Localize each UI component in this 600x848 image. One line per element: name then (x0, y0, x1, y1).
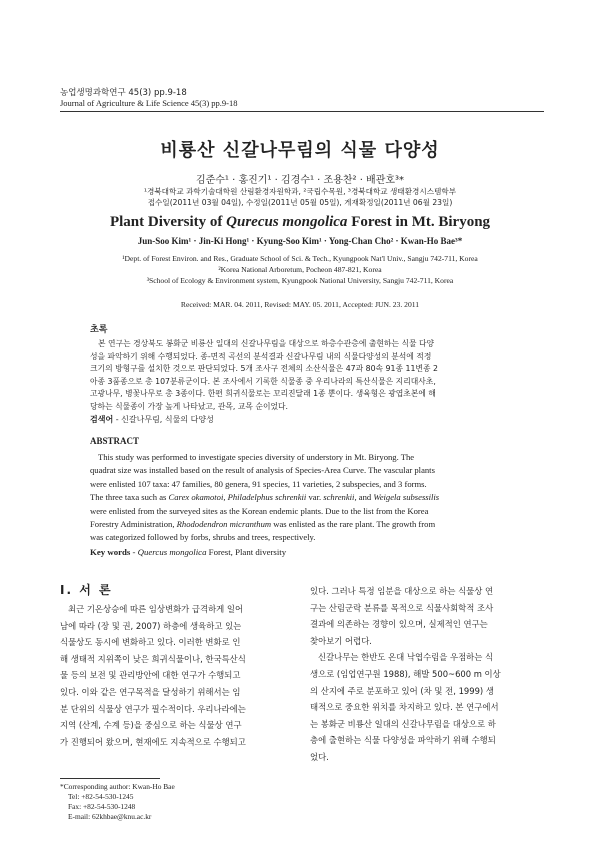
body-line: 식물상도 동시에 변화하고 있다. 이러한 변화로 인 (60, 637, 241, 648)
affiliation-en-1: ¹Dept. of Forest Environ. and Res., Graduate School of Sci. & Tech., Kyungpook Nat'l Univ., Sangju 742-711, Korea (122, 254, 478, 263)
body-line: 지역 (산계, 수계 등)을 중심으로 하는 식물상 연구 (60, 720, 242, 731)
paper-title-ko: 비룡산 신갈나무림의 식물 다양성 (160, 140, 440, 161)
title-en-species: Qurecus mongolica (226, 214, 348, 230)
body-line: 생으로 (임업연구원 1988), 해발 500~600 m 이상 (310, 668, 501, 679)
abstract-ko-line: 본 연구는 경상북도 봉화군 비룡산 일대의 신갈나무림을 대상으로 하층수관층에 출현하는 식물 다양 (98, 339, 435, 348)
body-line: 있다. 이와 같은 연구목적을 달성하기 위해서는 임 (60, 686, 241, 697)
body-line: 물 등의 보전 및 관리방안에 대한 연구가 수행되고 (60, 670, 241, 681)
paper-title-en (0, 214, 600, 231)
submission-dates-ko: 접수일(2011년 03월 04일), 수정일(2011년 05월 05일), 게재확정일(2011년 06월 23일) (147, 198, 453, 207)
abstract-en-text: The three taxa such as (90, 492, 169, 503)
abstract-en-text: was categorized followed by forbs, shrubs and trees, respectively. (90, 532, 316, 543)
abstract-en-line (90, 531, 514, 544)
abstract-en-text: and (356, 492, 374, 503)
journal-citation-ko: 농업생명과학연구 45(3) pp.9-18 (60, 88, 187, 98)
keywords-en-label: Key words (90, 547, 131, 557)
body-line: 태적으로 중요한 위치를 차지하고 있다. 본 연구에서 (310, 702, 499, 713)
abstract-en-text: quadrat size was installed based on the result of analysis of Species-Area Curve. The vascular plants (90, 465, 435, 476)
keywords-ko-label: 검색어 (90, 415, 114, 424)
body-line: 있다. 그러나 특정 임분을 대상으로 하는 식물상 연 (310, 586, 494, 596)
section-heading-introduction: Ⅰ. 서 론 (60, 583, 113, 597)
body-line: 찾아보기 어렵다. (310, 635, 372, 646)
body-line: 남에 따라 (장 및 권, 2007) 하층에 생육하고 있는 (60, 620, 242, 631)
intro-column-right (310, 583, 546, 766)
body-line: 었다. (310, 751, 329, 762)
keywords-en (90, 547, 286, 557)
authors-en: Jun-Soo Kim¹ · Jin-Ki Hong¹ · Kyung-Soo Kim¹ · Yong-Chan Cho² · Kwan-Ho Bae³* (137, 236, 463, 246)
keywords-en-species: Quercus mongolica (137, 547, 207, 557)
abstract-en-species: Weigela subsessilis (373, 492, 440, 503)
abstract-en-heading: ABSTRACT (90, 436, 140, 446)
abstract-en-line (90, 505, 514, 518)
abstract-ko-body (90, 338, 514, 413)
abstract-ko-line: 크기의 방형구를 설치한 것으로 판단되었다. 5개 조사구 전체의 소산식물은 47과 80속 91종 11변종 2 (90, 364, 438, 373)
body-line: 구는 산림군락 분류를 목적으로 식물사회학적 조사 (310, 602, 494, 613)
intro-column-left (60, 601, 296, 750)
footnote-email: E-mail: 62khbae@knu.ac.kr (68, 812, 152, 821)
abstract-en-text: were enlisted 107 taxa: 47 families, 80 genera, 91 species, 11 varieties, 2 subspecies, and 3 forms. (90, 478, 427, 489)
abstract-en-text: var. (306, 492, 324, 503)
abstract-en-text: was enlisted as the rare plant. The growth from (271, 519, 436, 530)
abstract-ko-line: 성을 파악하기 위해 수행되었다. 종-면적 곡선의 분석결과 신갈나무림 내의 식물다양성의 분석에 적정 (90, 351, 432, 361)
abstract-en-text: were enlisted from the surveyed sites as the Korean endemic plants. Due to the list from the Korea (90, 505, 429, 516)
keywords-ko (90, 414, 214, 425)
authors-ko: 김준수¹ · 홍진기¹ · 김경수¹ · 조용찬² · 배관호³* (195, 175, 405, 186)
abstract-en-line (90, 464, 514, 477)
keywords-en-sep: - (130, 547, 138, 557)
title-en-suffix: Forest in Mt. Biryong (347, 214, 491, 230)
body-line: 는 봉화군 비룡산 일대의 신갈나무림을 대상으로 하 (310, 718, 496, 729)
keywords-en-rest: Forest, Plant diversity (206, 547, 287, 557)
abstract-en-line (90, 451, 514, 464)
footnote-author: *Corresponding author: Kwan-Ho Bae (60, 782, 175, 791)
body-line: 가 진행되어 왔으며, 현재에도 지속적으로 수행되고 (60, 736, 246, 747)
abstract-en-species: Rhododendron micranthum (176, 519, 272, 530)
header-divider (60, 111, 544, 112)
abstract-en-line (90, 478, 514, 491)
affiliation-en-2: ²Korea National Arboretum, Pocheon 487-821, Korea (218, 265, 382, 274)
abstract-ko-line: 당하는 식물종이 가장 높게 나타났고, 관목, 교목 순이었다. (90, 401, 289, 411)
body-line: 분 단위의 식물상 연구가 필수적이다. 우리나라에는 (60, 703, 246, 714)
abstract-en-body (90, 451, 514, 545)
abstract-ko-line: 아종 3품종으로 총 107분류군이다. 본 조사에서 기록한 식물종 중 우리나라의 특산식물은 지리대사초, (90, 376, 436, 386)
footnote-divider (60, 778, 160, 779)
affiliation-ko: ¹경북대학교 과학기술대학원 산림환경자원학과, ²국립수목원, ³경북대학교 생태환경시스템학부 (143, 187, 457, 196)
received-dates: Received: MAR. 04. 2011, Revised: MAY. 05. 2011, Accepted: JUN. 23. 2011 (180, 300, 420, 309)
title-en-prefix: Plant Diversity of (109, 214, 227, 230)
journal-citation-en: Journal of Agriculture & Life Science 45(3) pp.9-18 (60, 98, 238, 108)
corresponding-author-footnote (60, 782, 175, 822)
abstract-en-line (90, 491, 514, 504)
body-line: 의 산지에 주로 분포하고 있어 (차 및 전, 1999) 생 (310, 685, 494, 696)
keywords-ko-values: - 신갈나무림, 식물의 다양성 (113, 415, 214, 424)
abstract-en-species: Carex okamotoi, Philadelphus schrenkii (168, 492, 307, 503)
abstract-en-text: This study was performed to investigate species diversity of understory in Mt. Biryong. The (98, 452, 415, 462)
abstract-ko-line: 고광나무, 병꽃나무로 총 3종이다. 한편 희귀식물로는 꼬리진달래 1종 뿐이다. 생육형은 광엽초본에 해 (90, 389, 436, 398)
body-line: 최근 기온상승에 따른 임상변화가 급격하게 일어 (68, 604, 244, 614)
footnote-tel: Tel: +82-54-530-1245 (68, 792, 134, 801)
body-line: 층에 출현하는 식물 다양성을 파악하기 위해 수행되 (310, 735, 496, 746)
footnote-fax: Fax: +82-54-530-1248 (68, 802, 136, 811)
abstract-en-species: schrenkii, (323, 492, 357, 503)
affiliation-en-3: ³School of Ecology & Environment system, Kyungpook National University, Sangju 742-711, Korea (146, 276, 454, 285)
body-line: 결과에 의존하는 경향이 있으며, 실제적인 연구는 (310, 619, 488, 630)
body-line: 해 생태적 지위쪽이 낮은 희귀식물이나, 한국특산식 (60, 653, 246, 664)
abstract-ko-heading: 초록 (90, 325, 108, 335)
abstract-en-text: Forestry Administration, (90, 519, 177, 530)
body-line: 신갈나무는 한반도 온대 낙엽수림을 우점하는 식 (318, 652, 494, 663)
abstract-en-line (90, 518, 514, 531)
